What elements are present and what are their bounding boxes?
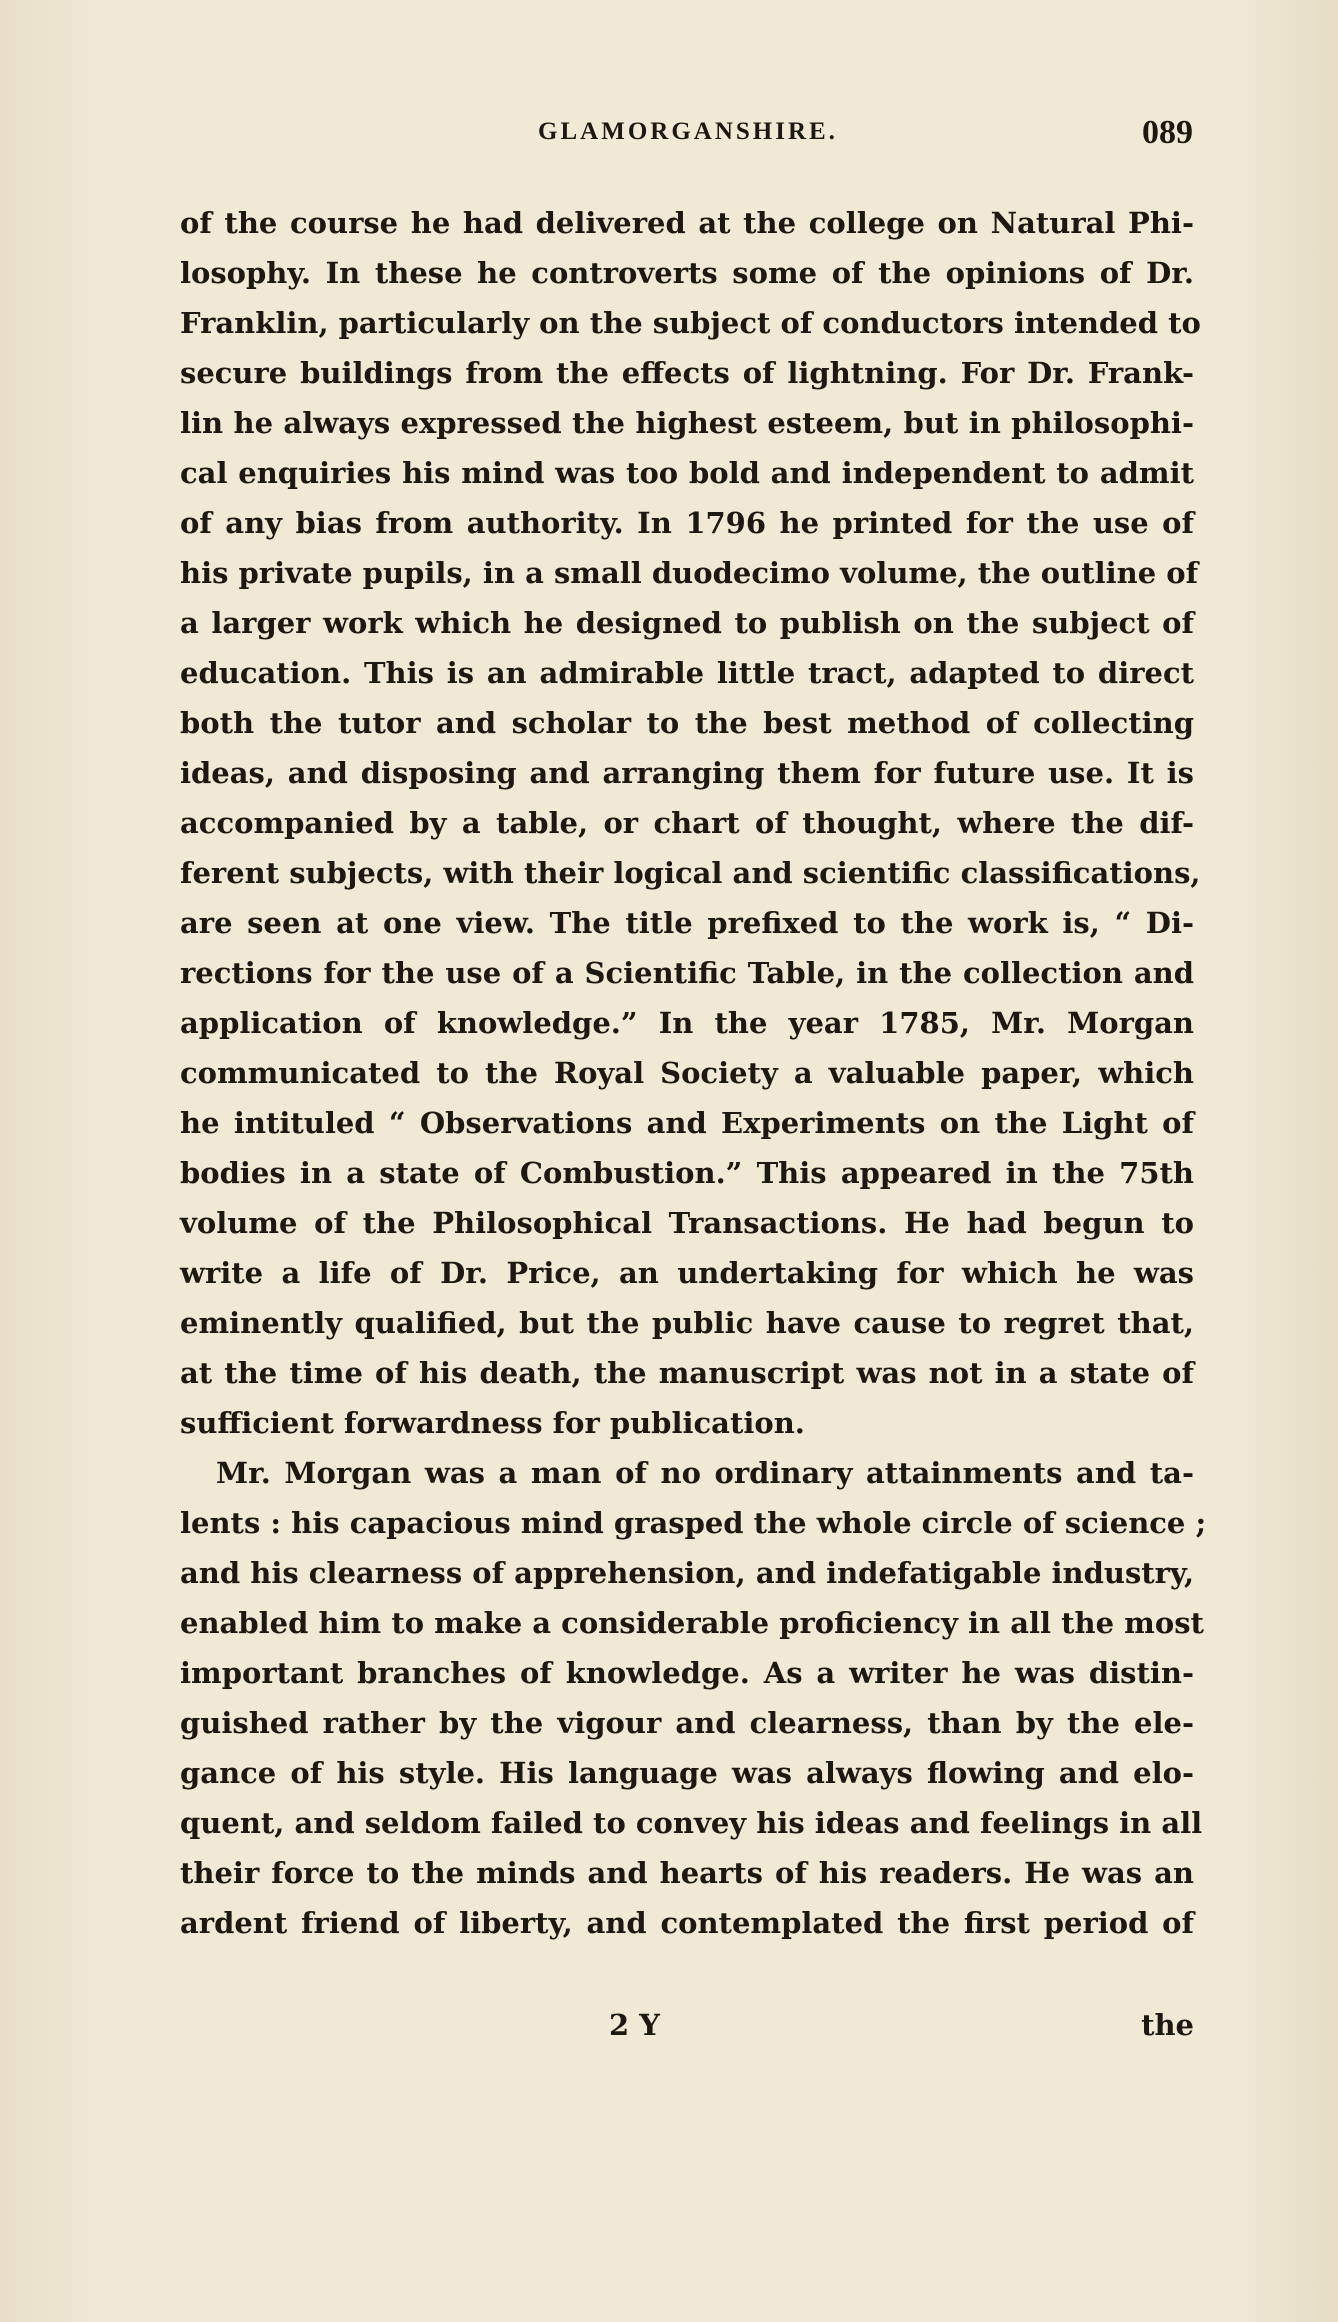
text-line: are seen at one view. The title prefixed to the work is, “ Di-	[180, 906, 1194, 940]
text-line: enabled him to make a considerable proficiency in all the most	[180, 1606, 1204, 1640]
catchword: the	[1141, 2008, 1194, 2042]
text-line: communicated to the Royal Society a valuable paper, which	[180, 1056, 1194, 1090]
text-line: both the tutor and scholar to the best method of collecting	[180, 706, 1194, 740]
text-line: ferent subjects, with their logical and scientific classifications,	[180, 856, 1201, 890]
text-line: his private pupils, in a small duodecimo volume, the outline of	[180, 556, 1199, 590]
text-line: of any bias from authority. In 1796 he printed for the use of	[180, 506, 1194, 540]
text-line: application of knowledge.” In the year 1785, Mr. Morgan	[180, 1006, 1194, 1040]
text-line: write a life of Dr. Price, an undertaking for which he was	[180, 1256, 1194, 1290]
text-line: ardent friend of liberty, and contemplated the first period of	[180, 1906, 1194, 1940]
text-line: volume of the Philosophical Transactions. He had begun to	[180, 1206, 1194, 1240]
text-line: losophy. In these he controverts some of the opinions of Dr.	[180, 256, 1194, 290]
text-line: guished rather by the vigour and clearness, than by the ele-	[180, 1706, 1194, 1740]
text-line: lents : his capacious mind grasped the whole circle of science ;	[180, 1506, 1207, 1540]
running-head: GLAMORGANSHIRE.	[538, 118, 838, 145]
text-line: cal enquiries his mind was too bold and independent to admit	[180, 456, 1194, 490]
text-line: eminently qualified, but the public have cause to regret that,	[180, 1306, 1194, 1340]
text-line: of the course he had delivered at the college on Natural Phi-	[180, 206, 1194, 240]
text-line: at the time of his death, the manuscript was not in a state of	[180, 1356, 1194, 1390]
text-line: a larger work which he designed to publish on the subject of	[180, 606, 1194, 640]
text-line: secure buildings from the effects of lightning. For Dr. Frank-	[180, 356, 1194, 390]
page-header	[183, 114, 1193, 178]
text-line: important branches of knowledge. As a writer he was distin-	[180, 1656, 1194, 1690]
text-line: Mr. Morgan was a man of no ordinary attainments and ta-	[216, 1456, 1194, 1490]
text-line: accompanied by a table, or chart of thought, where the dif-	[180, 806, 1194, 840]
body-text	[180, 198, 1207, 1948]
page-number: 089	[1142, 114, 1193, 151]
text-line: quent, and seldom failed to convey his ideas and feelings in all	[180, 1806, 1203, 1840]
text-line: their force to the minds and hearts of his readers. He was an	[180, 1856, 1194, 1890]
text-line: he intituled “ Observations and Experiments on the Light of	[180, 1106, 1194, 1140]
text-line: lin he always expressed the highest esteem, but in philosophi-	[180, 406, 1194, 440]
text-line: education. This is an admirable little tract, adapted to direct	[180, 656, 1194, 690]
page-footer	[180, 2000, 1194, 2050]
text-line: rections for the use of a Scientific Table, in the collection and	[180, 956, 1194, 990]
text-line: and his clearness of apprehension, and indefatigable industry,	[180, 1556, 1195, 1590]
text-line: sufficient forwardness for publication.	[180, 1406, 805, 1440]
text-line: Franklin, particularly on the subject of conductors intended to	[180, 306, 1201, 340]
text-line: gance of his style. His language was always flowing and elo-	[180, 1756, 1194, 1790]
signature-mark: 2 Y	[609, 2008, 660, 2042]
text-line: ideas, and disposing and arranging them for future use. It is	[180, 756, 1194, 790]
text-line: bodies in a state of Combustion.” This appeared in the 75th	[180, 1156, 1194, 1190]
